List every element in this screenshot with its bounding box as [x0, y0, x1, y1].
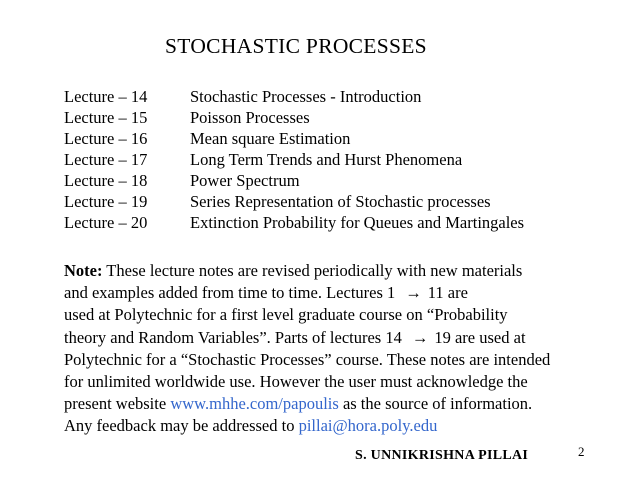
note-paragraph: [64, 260, 604, 438]
note-label: Note:: [64, 261, 103, 280]
lecture-topic: Long Term Trends and Hurst Phenomena: [190, 150, 463, 169]
right-arrow-icon: →: [405, 283, 422, 303]
page-number: 2: [578, 444, 585, 459]
note-text: Polytechnic for a “Stochastic Processes” course. These notes are intended: [64, 349, 551, 369]
note-text: as the source of information.: [338, 394, 533, 414]
note-text: 19 are used at: [434, 327, 526, 347]
note-line: [64, 304, 604, 326]
note-text: present website: [64, 394, 171, 414]
lecture-number: Lecture – 20: [64, 213, 148, 232]
note-line: [64, 371, 604, 393]
lecture-number: Lecture – 16: [64, 129, 148, 148]
lecture-topic: Stochastic Processes - Introduction: [190, 87, 422, 106]
note-line: [64, 393, 604, 415]
lecture-item: [64, 107, 524, 128]
lecture-item: [64, 212, 524, 233]
note-text: 11 are: [427, 283, 468, 303]
lecture-number: Lecture – 17: [64, 150, 148, 169]
lecture-topic: Mean square Estimation: [190, 129, 351, 148]
website-link[interactable]: www.mhhe.com/papoulis: [170, 394, 339, 414]
note-line: [64, 282, 604, 304]
slide-title: STOCHASTIC PROCESSES: [165, 34, 427, 58]
lecture-item: [64, 128, 524, 149]
email-link[interactable]: pillai@hora.poly.edu: [298, 416, 438, 436]
note-text: and examples added from time to time. Lectures 1: [64, 283, 396, 303]
lecture-topic: Poisson Processes: [190, 108, 310, 127]
lecture-topic: Extinction Probability for Queues and Martingales: [190, 213, 525, 232]
lecture-list: [64, 86, 524, 233]
note-text: These lecture notes are revised periodically with new materials: [102, 261, 523, 280]
author-name: S. UNNIKRISHNA PILLAI: [355, 448, 529, 463]
note-text: Any feedback may be addressed to: [64, 416, 299, 436]
note-text: used at Polytechnic for a first level graduate course on “Probability: [64, 305, 508, 325]
lecture-number: Lecture – 18: [64, 171, 148, 190]
lecture-item: [64, 86, 524, 107]
lecture-topic: Series Representation of Stochastic processes: [190, 192, 491, 211]
lecture-number: Lecture – 15: [64, 108, 148, 127]
note-line: [64, 260, 604, 282]
lecture-number: Lecture – 19: [64, 192, 148, 211]
note-text: theory and Random Variables”. Parts of lectures 14: [64, 327, 402, 347]
lecture-topic: Power Spectrum: [190, 171, 300, 190]
lecture-item: [64, 170, 524, 191]
note-text: for unlimited worldwide use. However the user must acknowledge the: [64, 372, 528, 392]
note-line: [64, 349, 604, 371]
note-line: [64, 327, 604, 349]
right-arrow-icon: →: [411, 327, 429, 347]
lecture-number: Lecture – 14: [64, 87, 148, 106]
note-line: [64, 415, 604, 437]
lecture-item: [64, 191, 524, 212]
lecture-item: [64, 149, 524, 170]
